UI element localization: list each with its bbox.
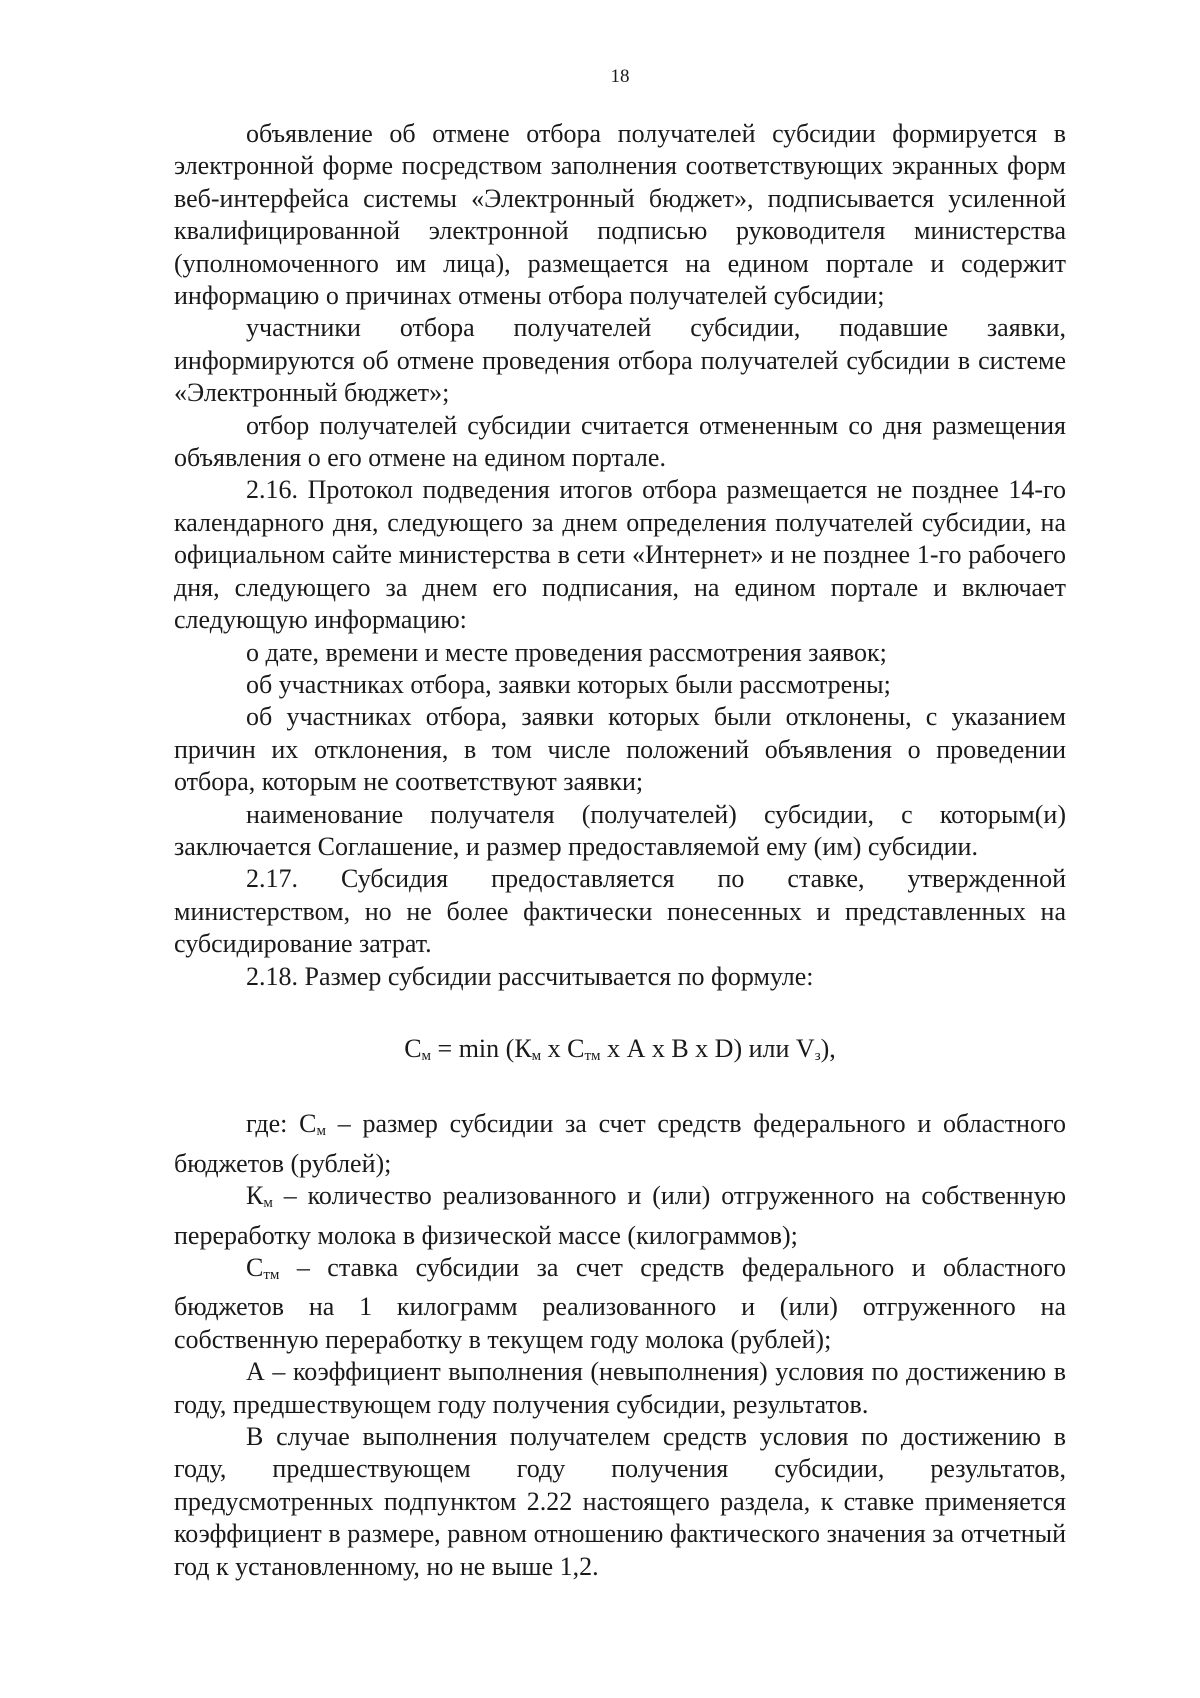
paragraph-2-16-protocol: 2.16. Протокол подведения итогов отбора размещается не позднее 14-го календарного дня, следующего за днем определения получателей субсидии, на официальном сайте министерства в сети «Интернет» и не позднее 1-го рабочего дня, следующего за днем его подписания, на едином портале и включает следующую информацию: (174, 475, 1066, 635)
formula-k-symbol: К (514, 1033, 532, 1063)
definition-cm-prefix: где: (246, 1109, 300, 1139)
formula-end: ), (820, 1033, 836, 1063)
definition-a: А – коэффициент выполнения (невыполнения) условия по достижению в году, предшествующем году получения субсидии, результатов. (174, 1357, 1066, 1419)
paragraph-participants-informed: участники отбора получателей субсидии, подавшие заявки, информируются об отмене проведения отбора получателей субсидии в системе «Электронный бюджет»; (174, 313, 1066, 408)
formula-times: х (541, 1033, 568, 1063)
definition-cm-text: – размер субсидии за счет средств федерального и областного бюджетов (рублей); (174, 1109, 1066, 1178)
definition-cm (174, 1108, 1066, 1180)
definition-km-text: – количество реализованного и (или) отгруженного на собственную переработку молока в физической массе (килограммов); (174, 1181, 1066, 1250)
formula-ct-symbol: С (567, 1033, 585, 1063)
paragraph-2-17-subsidy-rate: 2.17. Субсидия предоставляется по ставке, утвержденной министерством, но не более фактически понесенных и представленных на субсидирование затрат. (174, 864, 1066, 959)
formula-c-subscript: м (421, 1047, 432, 1064)
formula-rest: х А х В х D) или V (600, 1033, 815, 1063)
definition-ctm-symbol: С (246, 1253, 264, 1282)
formula-ct-subscript: тм (584, 1047, 601, 1064)
definition-cm-symbol: С (299, 1109, 317, 1139)
formula-c-symbol: С (404, 1033, 422, 1063)
paragraph-protocol-date-time: о дате, времени и месте проведения рассмотрения заявок; (246, 637, 887, 667)
definition-ctm-text: – ставка субсидии за счет средств федерального и областного бюджетов на 1 килограмм реализованного и (или) отгруженного на собственную переработку в текущем году молока (рублей); (174, 1253, 1066, 1354)
definition-km-subscript: м (263, 1195, 273, 1212)
paragraph-protocol-rejected: об участниках отбора, заявки которых были отклонены, с указанием причин их отклонения, в том числе положений объявления о проведении отбора, которым не соответствуют заявки; (174, 702, 1066, 797)
subsidy-formula (174, 1033, 1066, 1072)
formula-k-subscript: м (531, 1047, 542, 1064)
definition-cm-subscript: м (316, 1123, 326, 1140)
paragraph-cancellation-announcement: объявление об отмене отбора получателей субсидии формируется в электронной форме посредством заполнения соответствующих экранных форм веб-интерфейса системы «Электронный бюджет», подписывается усиленной квалифицированной электронной подписью руководителя министерства (уполномоченного им лица), размещается на едином портале и содержит информацию о причинах отмены отбора получателей субсидии; (174, 119, 1066, 311)
paragraph-2-18-formula-intro: 2.18. Размер субсидии рассчитывается по формуле: (246, 961, 814, 991)
definition-ctm (174, 1252, 1066, 1356)
formula-v-subscript: з (814, 1047, 821, 1064)
definition-km (174, 1180, 1066, 1252)
definition-km-symbol: К (246, 1181, 264, 1211)
paragraph-protocol-recipient: наименование получателя (получателей) субсидии, с которым(и) заключается Соглашение, и размер предоставляемой ему (им) субсидии. (174, 799, 1066, 861)
formula-min-part: = min ( (431, 1033, 515, 1063)
paragraph-selection-cancelled: отбор получателей субсидии считается отмененным со дня размещения объявления о его отмене на едином портале. (174, 410, 1066, 473)
paragraph-protocol-reviewed: об участниках отбора, заявки которых были рассмотрены; (246, 669, 891, 699)
paragraph-coefficient-condition: В случае выполнения получателем средств условия по достижению в году, предшествующем году получения субсидии, результатов, предусмотренных подпунктом 2.22 настоящего раздела, к ставке применяется коэффициент в размере, равном отношению фактического значения за отчетный год к установленному, но не выше 1,2. (174, 1422, 1066, 1581)
page-number: 18 (610, 66, 630, 87)
document-body (174, 118, 1066, 1583)
definition-ctm-subscript: тм (263, 1267, 280, 1283)
